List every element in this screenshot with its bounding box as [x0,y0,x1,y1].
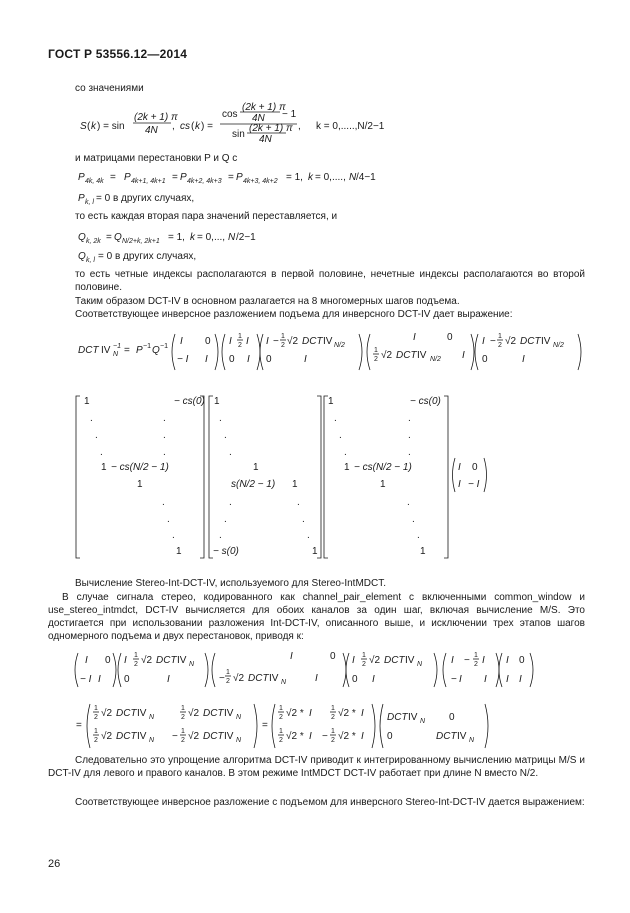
svg-text:I: I [309,708,312,719]
svg-text:k: k [195,121,200,132]
svg-text:IV: IV [177,655,187,666]
svg-text:DCT: DCT [302,336,323,347]
simplify-para: Следовательно это упрощение алгоритма DCT-IV приводит к интегрированному вычислению матрицы M/S и DCT-IV для левого и правого каналов. В этом режиме IntMDCT DCT-IV работает при длине N вместо N/2. [48,755,585,779]
svg-text:I: I [459,674,462,685]
svg-text:.: . [229,497,232,508]
svg-text:1: 1 [94,728,98,735]
svg-text:(2k + 1) π: (2k + 1) π [249,123,293,134]
decomposition-para: Таким образом DCT-IV в основном разлагается на 8 многомерных шагов подъема. [75,296,460,307]
svg-text:0: 0 [482,354,488,365]
svg-text:1: 1 [137,479,143,490]
svg-text:(: ( [191,121,195,132]
svg-text:k, l: k, l [85,199,94,206]
svg-text:1: 1 [101,462,107,473]
svg-text:2: 2 [498,342,502,349]
svg-text:0: 0 [229,354,235,365]
svg-text:P: P [180,172,187,183]
svg-text:2: 2 [474,661,478,668]
svg-text:1: 1 [312,546,318,557]
svg-text:4k+2, 4k+3: 4k+2, 4k+3 [187,178,222,185]
svg-text:0: 0 [124,674,130,685]
svg-text:= 0,....,: = 0,...., [315,172,346,183]
svg-text:DCT: DCT [520,336,541,347]
svg-text:DCT: DCT [203,708,224,719]
svg-text:,: , [298,121,301,132]
svg-text:(: ( [87,121,91,132]
svg-text:DCT: DCT [248,673,269,684]
svg-text:) =: ) = [201,121,213,132]
svg-text:Q: Q [78,251,86,262]
svg-text:I: I [484,674,487,685]
svg-text:DCT: DCT [436,731,457,742]
svg-text:DCT: DCT [156,655,177,666]
svg-text:√2: √2 [233,673,245,684]
svg-text:2: 2 [226,678,230,685]
svg-text:= 1,: = 1, [168,232,185,243]
svg-text:4k, 4k: 4k, 4k [85,178,104,185]
svg-text:0: 0 [266,354,272,365]
svg-text:.: . [163,430,166,441]
svg-text:IV: IV [323,336,333,347]
s0-b: − s(0) [213,546,239,557]
svg-text:I: I [205,354,208,365]
svg-text:.: . [219,530,222,541]
svg-text:2: 2 [331,737,335,744]
svg-text:=: = [110,172,116,183]
svg-text:) = sin: ) = sin [97,121,125,132]
p-other: = 0 в других случаях, [96,193,195,204]
svg-text:.: . [339,430,342,441]
svg-text:0: 0 [352,674,358,685]
svg-text:I: I [522,354,525,365]
svg-text:√2: √2 [287,336,299,347]
even-odd-para: то есть четные индексы располагаются в первой половине, нечетные индексы располагаются во второй половине. [75,269,585,293]
svg-text:1: 1 [380,479,386,490]
svg-text:IV: IV [137,731,147,742]
svg-text:.: . [224,514,227,525]
svg-text:I: I [124,655,127,666]
svg-text:IV: IV [417,350,427,361]
svg-text:I: I [519,674,522,685]
svg-text:√2: √2 [188,708,200,719]
svg-text:P: P [78,193,85,204]
svg-text:√2 *: √2 * [286,708,304,719]
svg-text:=: = [172,172,178,183]
svg-text:2: 2 [362,661,366,668]
svg-text:.: . [307,530,310,541]
csN-c: − cs(N/2 − 1) [354,462,412,473]
svg-text:I: I [266,336,269,347]
svg-text:N/2+k, 2k+1: N/2+k, 2k+1 [122,238,160,245]
svg-text:.: . [408,447,411,458]
svg-text:k: k [190,232,195,243]
svg-text:DCT: DCT [203,731,224,742]
svg-text:2: 2 [279,737,283,744]
svg-text:=: = [228,172,234,183]
svg-text:√2: √2 [141,655,153,666]
svg-text:N: N [113,351,119,358]
k-range-1: k = 0,.....,N/2−1 [316,121,385,132]
svg-text:.: . [167,514,170,525]
svg-text:− I: − I [80,674,92,685]
svg-text:N: N [417,661,423,668]
svg-text:I: I [482,655,485,666]
svg-text:1: 1 [176,546,182,557]
svg-text:I: I [506,674,509,685]
svg-text:N: N [228,232,236,243]
svg-text:1: 1 [362,652,366,659]
svg-text:0: 0 [449,712,455,723]
svg-text:.: . [344,447,347,458]
svg-text:.: . [412,514,415,525]
svg-text:.: . [302,514,305,525]
svg-text:1: 1 [226,669,230,676]
svg-text:= 1,: = 1, [286,172,303,183]
svg-text:DCT: DCT [387,712,408,723]
svg-text:.: . [219,413,222,424]
svg-text:=: = [106,232,112,243]
svg-text:(2k + 1) π: (2k + 1) π [242,102,286,113]
svg-text:=: = [76,720,82,731]
svg-text:−: − [219,673,225,684]
svg-text:.: . [297,497,300,508]
svg-text:1: 1 [474,652,478,659]
svg-text:cos: cos [222,109,238,120]
svg-text:.: . [90,413,93,424]
svg-text:0: 0 [519,655,525,666]
svg-text:2: 2 [374,356,378,363]
svg-text:I: I [247,354,250,365]
svg-text:1: 1 [279,705,283,712]
svg-text:.: . [334,413,337,424]
svg-text:k, 2k: k, 2k [86,238,101,245]
svg-text:sin: sin [232,129,245,140]
svg-text:I: I [315,673,318,684]
svg-text:1: 1 [94,705,98,712]
svg-text:P: P [78,172,85,183]
svg-text:4N: 4N [145,125,158,136]
svg-text:N: N [149,737,155,744]
svg-text:I: I [462,350,465,361]
svg-text:2: 2 [181,737,185,744]
svg-text:− 1: − 1 [282,109,297,120]
svg-text:N: N [349,172,357,183]
svg-text:2: 2 [94,737,98,744]
svg-text:=: = [262,720,268,731]
svg-text:.: . [417,530,420,541]
svg-text:√2: √2 [381,350,393,361]
svg-text:1: 1 [331,705,335,712]
cs0-c: − cs(0) [410,396,441,407]
svg-text:−: − [322,731,328,742]
svg-text:Q: Q [114,232,122,243]
stereo-heading: Вычисление Stereo-Int-DCT-IV, используемого для Stereo-IntMDCT. [75,578,386,589]
svg-text:I: I [458,479,461,490]
cs0-a: − cs(0) [174,396,205,407]
svg-text:1: 1 [498,333,502,340]
svg-text:2: 2 [281,342,285,349]
svg-text:IV: IV [224,731,234,742]
svg-text:√2 *: √2 * [338,708,356,719]
svg-text:−1: −1 [113,343,121,350]
svg-text:−1: −1 [160,343,168,350]
svg-text:1: 1 [328,396,334,407]
svg-text:√2: √2 [188,731,200,742]
svg-text:N/2: N/2 [334,342,345,349]
svg-text:1: 1 [374,347,378,354]
svg-text:0: 0 [472,462,478,473]
svg-text:.: . [100,447,103,458]
svg-text:N: N [236,737,242,744]
svg-text:−: − [273,336,279,347]
svg-text:/4−1: /4−1 [356,172,376,183]
inverse-intro-para: Соответствующее инверсное разложением подъема для инверсного DCT-IV дает выражение: [75,309,513,320]
svg-text:N/2: N/2 [553,342,564,349]
sN-b: s(N/2 − 1) [231,479,276,490]
svg-text:k: k [308,172,313,183]
svg-text:IV: IV [408,712,418,723]
svg-text:N: N [420,718,426,725]
svg-text:I: I [85,655,88,666]
svg-text:1: 1 [292,479,298,490]
svg-text:√2 *: √2 * [286,731,304,742]
svg-text:k: k [91,121,96,132]
svg-text:1: 1 [253,462,259,473]
svg-text:−: − [464,655,470,666]
svg-text:DCT: DCT [396,350,417,361]
svg-text:I: I [361,708,364,719]
svg-text:N: N [236,714,242,721]
svg-text:DCT: DCT [384,655,405,666]
svg-text:0: 0 [330,651,336,662]
svg-text:1: 1 [181,728,185,735]
svg-text:−: − [172,731,178,742]
svg-text:I: I [309,731,312,742]
svg-text:N: N [469,737,475,744]
svg-text:1: 1 [281,333,285,340]
svg-text:.: . [407,497,410,508]
svg-text:.: . [163,447,166,458]
svg-text:Q: Q [78,232,86,243]
svg-text:I: I [246,336,249,347]
svg-text:S: S [80,121,87,132]
svg-text:IV: IV [224,708,234,719]
svg-text:1: 1 [420,546,426,557]
svg-text:1: 1 [214,396,220,407]
svg-text:− I: − I [468,479,480,490]
svg-text:I: I [180,336,183,347]
svg-text:2: 2 [181,714,185,721]
svg-text:2: 2 [279,714,283,721]
svg-text:I: I [506,655,509,666]
svg-text:I: I [482,336,485,347]
svg-text:DCT: DCT [116,708,137,719]
svg-text:DCT: DCT [78,345,99,356]
svg-text:I: I [352,655,355,666]
svg-text:.: . [163,413,166,424]
svg-text:I: I [413,332,416,343]
svg-text:(2k + 1) π: (2k + 1) π [134,112,178,123]
svg-text:1: 1 [344,462,350,473]
svg-text:1: 1 [331,728,335,735]
svg-text:N: N [189,661,195,668]
svg-text:4N: 4N [252,113,265,124]
svg-text:− I: − I [177,354,189,365]
svg-text:DCT: DCT [116,731,137,742]
svg-text:N: N [281,679,287,686]
page-number: 26 [48,858,61,870]
svg-text:P: P [136,345,143,356]
page-header: ГОСТ Р 53556.12—2014 [48,47,188,61]
svg-text:.: . [162,497,165,508]
svg-text:√2 *: √2 * [338,731,356,742]
svg-text:= 0,...,: = 0,..., [197,232,226,243]
svg-text:P: P [124,172,131,183]
svg-text:I: I [229,336,232,347]
svg-text:1: 1 [181,705,185,712]
svg-text:IV: IV [137,708,147,719]
svg-text:I: I [372,674,375,685]
svg-text:0: 0 [105,655,111,666]
svg-text:√2: √2 [505,336,517,347]
swap-note: то есть каждая вторая пара значений переставляется, и [75,211,338,222]
svg-text:N: N [149,714,155,721]
svg-text:0: 0 [387,731,393,742]
svg-text:IV: IV [541,336,551,347]
svg-text:2: 2 [331,714,335,721]
svg-text:=: = [124,345,130,356]
svg-text:I: I [458,462,461,473]
svg-text:1: 1 [134,652,138,659]
svg-text:cs: cs [180,121,190,132]
perm-matrices-text: и матрицами перестановки P и Q с [75,153,238,164]
svg-text:,: , [172,121,175,132]
stereo-para: В случае сигнала стерео, кодированного как channel_pair_element с включенными common_window и use_stereo_intmdct, DCT-IV вычисляется для обоих каналов за один шаг, включая вычисление M/S. Это достигается при использовании разложения Int-DCT-IV, описанного выше, и исключении трех этапов шагов одномерного подъема и двух перестановок, приводя к: [48,592,585,642]
svg-text:IV: IV [405,655,415,666]
intro-text: со значениями [75,83,144,94]
svg-text:IV: IV [101,345,111,356]
svg-text:2: 2 [238,342,242,349]
q-other: = 0 в других случаях, [98,251,197,262]
svg-text:IV: IV [457,731,467,742]
svg-text:I: I [167,674,170,685]
svg-text:N/2: N/2 [430,356,441,363]
svg-text:I: I [361,731,364,742]
svg-text:−: − [490,336,496,347]
svg-text:4k+3, 4k+2: 4k+3, 4k+2 [243,178,278,185]
svg-text:.: . [224,430,227,441]
final-para: Соответствующее инверсное разложение с подъемом для инверсного Stereo-Int-DCT-IV дается выражением: [75,797,585,808]
svg-text:√2: √2 [369,655,381,666]
svg-text:−1: −1 [143,343,151,350]
svg-text:√2: √2 [101,731,113,742]
svg-text:2: 2 [134,661,138,668]
svg-text:.: . [408,430,411,441]
svg-text:IV: IV [269,673,279,684]
svg-text:√2: √2 [101,708,113,719]
svg-text:.: . [95,430,98,441]
svg-text:4k+1, 4k+1: 4k+1, 4k+1 [131,178,166,185]
svg-text:1: 1 [84,396,90,407]
svg-text:P: P [236,172,243,183]
svg-text:I: I [451,655,454,666]
svg-text:1: 1 [238,333,242,340]
csN-a: − cs(N/2 − 1) [111,462,169,473]
svg-text:/2−1: /2−1 [236,232,256,243]
svg-text:Q: Q [152,345,160,356]
svg-text:I: I [290,651,293,662]
svg-text:k, l: k, l [86,257,95,264]
svg-text:0: 0 [447,332,453,343]
svg-text:I: I [98,674,101,685]
svg-text:.: . [229,447,232,458]
svg-text:0: 0 [205,336,211,347]
svg-text:2: 2 [94,714,98,721]
svg-text:.: . [172,530,175,541]
svg-text:−: − [451,674,457,685]
svg-text:.: . [408,413,411,424]
svg-text:1: 1 [279,728,283,735]
svg-text:I: I [304,354,307,365]
svg-text:4N: 4N [259,134,272,145]
